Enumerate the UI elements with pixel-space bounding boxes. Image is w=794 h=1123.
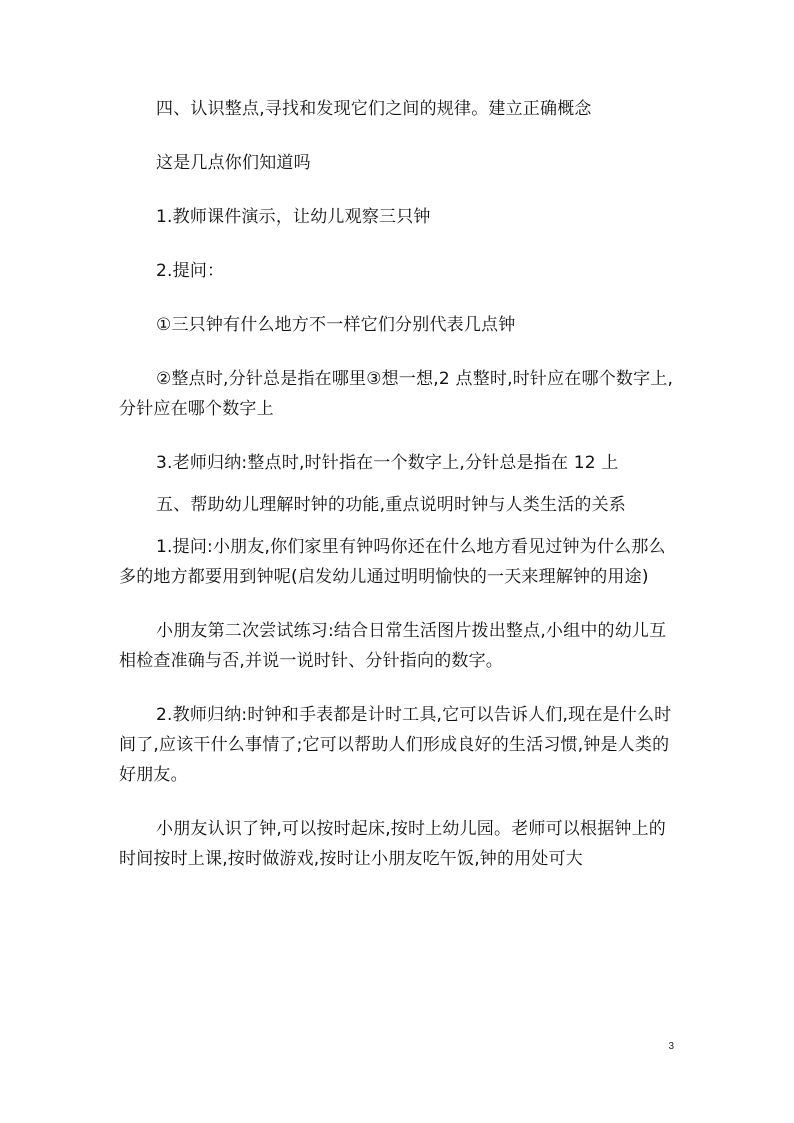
teacher-summary-paragraph: 2.教师归纳:时钟和手表都是计时工具,它可以告诉人们,现在是什么时间了,应该干什么事情了;它可以帮助人们形成良好的生活习惯,钟是人类的好朋友。 [119,705,672,785]
step-one-question: 1.提问:小朋友,你们家里有钟吗你还在什么地方看见过钟为什么那么多的地方都要用到钟呢(启发幼儿通过明明愉快的一天来理解钟的用途) [119,537,666,587]
section-four-heading: 四、认识整点,寻找和发现它们之间的规律。建立正确概念 [156,99,592,119]
step-one-demo: 1.教师课件演示，让幼儿观察三只钟 [156,207,431,227]
question-item-two-three: ②整点时,分针总是指在哪里③想一想,2 点整时,时针应在哪个数字上,分针应在哪个数字上 [119,369,674,419]
step-three-summary: 3.老师归纳:整点时,时针指在一个数字上,分针总是指在 12 上 [156,453,619,473]
step-two-question: 2.提问： [156,261,225,281]
question-line: 这是几点你们知道吗 [156,153,311,173]
page-number: 3 [668,1041,674,1052]
question-item-one: ①三只钟有什么地方不一样它们分别代表几点钟 [156,315,516,335]
clock-use-paragraph: 小朋友认识了钟,可以按时起床,按时上幼儿园。老师可以根据钟上的时间按时上课,按时做游戏,按时让小朋友吃午饭,钟的用处可大 [119,819,667,869]
practice-paragraph: 小朋友第二次尝试练习:结合日常生活图片拨出整点,小组中的幼儿互相检查准确与否,并说一说时针、分针指向的数字。 [119,621,667,671]
document-body [119,94,679,874]
section-five-heading: 五、帮助幼儿理解时钟的功能,重点说明时钟与人类生活的关系 [156,495,627,515]
